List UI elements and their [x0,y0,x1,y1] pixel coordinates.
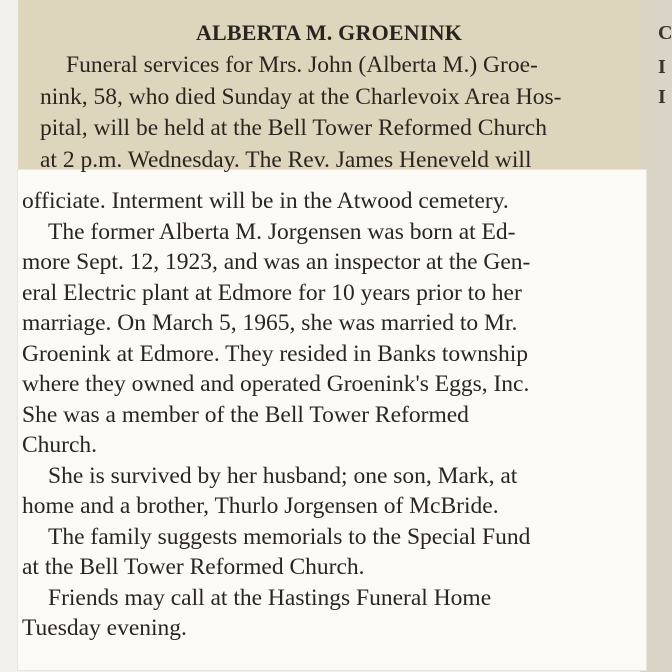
text-line: Funeral services for Mrs. John (Alberta M.) Groe- [66,52,538,78]
text-line: She is survived by her husband; one son, Mark, at [48,462,518,489]
text-line: eral Electric plant at Edmore for 10 years prior to her [22,279,522,306]
text-line: Groenink at Edmore. They resided in Banks township [22,340,529,367]
text-line: Friends may call at the Hastings Funeral Home [48,584,492,611]
adjacent-column-mark: I [658,56,666,78]
text-line: where they owned and operated Groenink's Eggs, Inc. [22,371,530,397]
text-line: marriage. On March 5, 1965, she was married to Mr. [22,310,518,336]
text-line: home and a brother, Thurlo Jorgensen of McBride. [22,493,499,519]
text-line: pital, will be held at the Bell Tower Reformed Church [40,115,547,141]
text-line: nink, 58, who died Sunday at the Charlevoix Area Hos- [40,83,562,110]
obituary-headline: ALBERTA M. GROENINK [195,20,463,45]
text-line: at the Bell Tower Reformed Church. [22,554,365,580]
text-line: The former Alberta M. Jorgensen was born at Ed- [48,218,516,245]
adjacent-column-mark: I [658,86,666,108]
text-line: at 2 p.m. Wednesday. The Rev. James Heneveld will [40,146,532,173]
text-line: Church. [22,432,98,458]
text-line: Tuesday evening. [22,615,187,641]
text-line: officiate. Interment will be in the Atwood cemetery. [22,188,509,214]
text-line: The family suggests memorials to the Special Fund [48,523,531,550]
text-line: more Sept. 12, 1923, and was an inspector at the Gen- [22,249,531,275]
obituary-body [22,186,632,644]
text-line: She was a member of the Bell Tower Reformed [22,401,469,428]
opening-paragraph [40,50,630,176]
adjacent-column-mark: C [658,22,672,44]
